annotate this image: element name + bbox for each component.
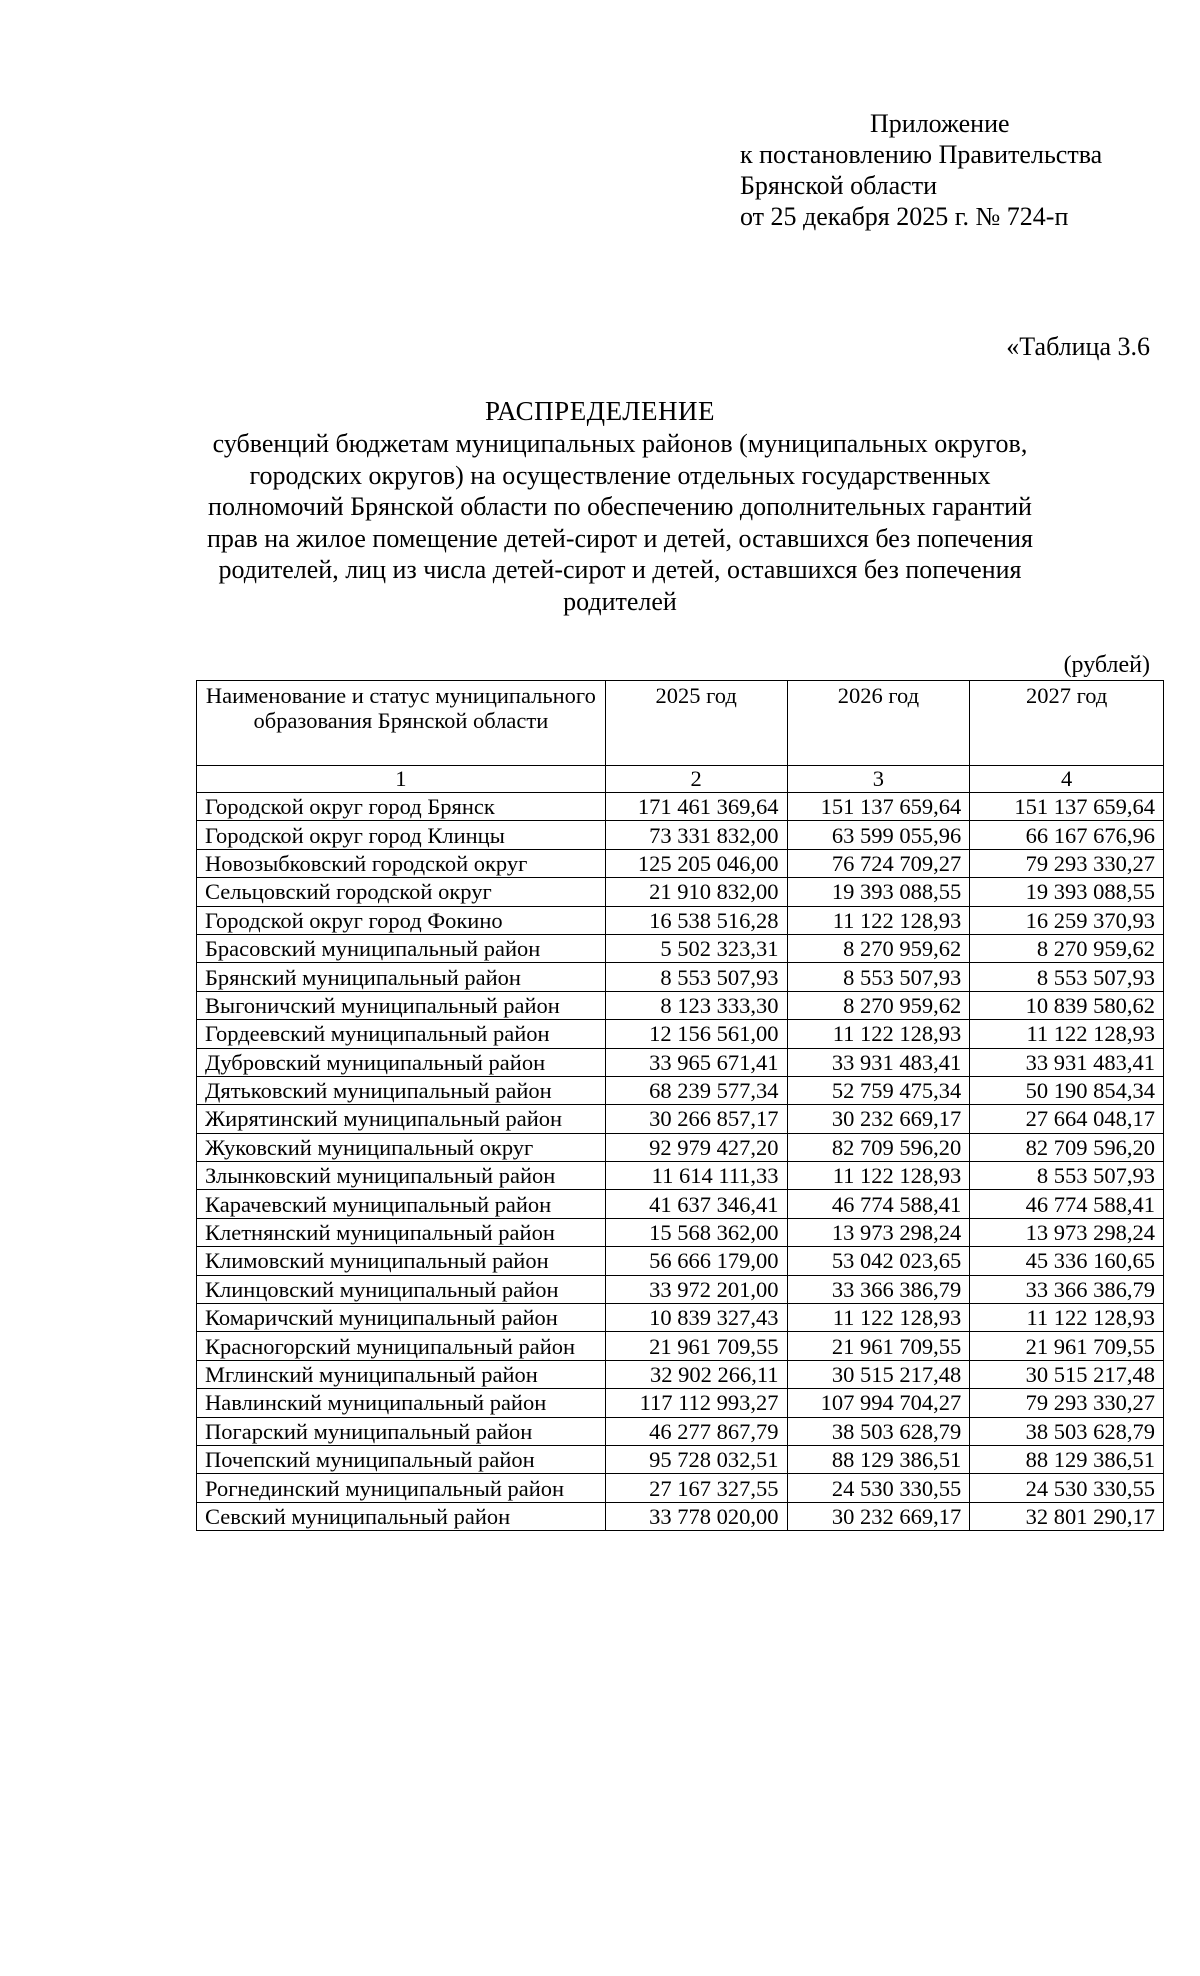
municipality-name-cell: Почепский муниципальный район xyxy=(197,1445,606,1473)
amount-2027-cell: 151 137 659,64 xyxy=(970,793,1164,821)
table-row xyxy=(197,1133,1164,1161)
amount-2027-cell: 11 122 128,93 xyxy=(970,1304,1164,1332)
amount-2025-cell: 33 965 671,41 xyxy=(605,1048,787,1076)
table-row xyxy=(197,1218,1164,1246)
amount-2025-cell: 117 112 993,27 xyxy=(605,1389,787,1417)
amount-2026-cell: 33 931 483,41 xyxy=(787,1048,970,1076)
amount-2026-cell: 24 530 330,55 xyxy=(787,1474,970,1502)
amount-2027-cell: 79 293 330,27 xyxy=(970,1389,1164,1417)
table-row xyxy=(197,991,1164,1019)
amount-2025-cell: 21 910 832,00 xyxy=(605,878,787,906)
table-row xyxy=(197,934,1164,962)
municipality-name-cell: Сельцовский городской округ xyxy=(197,878,606,906)
table-row xyxy=(197,821,1164,849)
amount-2025-cell: 33 972 201,00 xyxy=(605,1275,787,1303)
column-number-row xyxy=(197,766,1164,793)
table-row xyxy=(197,1474,1164,1502)
document-subtitle: субвенций бюджетам муниципальных районов (муниципальных округов, городских округов) на осуществление отдельных государственных полномочий Брянской области по обеспечению дополнительных гарантий прав на жилое помещение детей-сирот и детей, оставшихся без попечения родителей, лиц из числа детей-сирот и детей, оставшихся без попечения родителей xyxy=(207,429,1033,616)
amount-2027-cell: 8 553 507,93 xyxy=(970,963,1164,991)
amount-2026-cell: 82 709 596,20 xyxy=(787,1133,970,1161)
amount-2026-cell: 21 961 709,55 xyxy=(787,1332,970,1360)
amount-2027-cell: 32 801 290,17 xyxy=(970,1502,1164,1530)
table-row xyxy=(197,1332,1164,1360)
municipality-name-cell: Комаричский муниципальный район xyxy=(197,1304,606,1332)
municipality-name-cell: Клетнянский муниципальный район xyxy=(197,1218,606,1246)
amount-2025-cell: 125 205 046,00 xyxy=(605,849,787,877)
amount-2025-cell: 8 553 507,93 xyxy=(605,963,787,991)
municipality-name-cell: Жирятинский муниципальный район xyxy=(197,1105,606,1133)
amount-2027-cell: 46 774 588,41 xyxy=(970,1190,1164,1218)
amount-2025-cell: 16 538 516,28 xyxy=(605,906,787,934)
amount-2025-cell: 41 637 346,41 xyxy=(605,1190,787,1218)
amount-2025-cell: 30 266 857,17 xyxy=(605,1105,787,1133)
municipality-name-cell: Севский муниципальный район xyxy=(197,1502,606,1530)
amount-2026-cell: 19 393 088,55 xyxy=(787,878,970,906)
amount-2027-cell: 16 259 370,93 xyxy=(970,906,1164,934)
amount-2026-cell: 46 774 588,41 xyxy=(787,1190,970,1218)
amount-2026-cell: 76 724 709,27 xyxy=(787,849,970,877)
municipality-name-cell: Мглинский муниципальный район xyxy=(197,1360,606,1388)
amount-2026-cell: 30 232 669,17 xyxy=(787,1105,970,1133)
amount-2026-cell: 11 122 128,93 xyxy=(787,1162,970,1190)
column-number: 1 xyxy=(197,766,606,793)
table-row xyxy=(197,1417,1164,1445)
column-number: 3 xyxy=(787,766,970,793)
amount-2026-cell: 52 759 475,34 xyxy=(787,1076,970,1104)
table-row xyxy=(197,878,1164,906)
amount-2025-cell: 12 156 561,00 xyxy=(605,1020,787,1048)
amount-2026-cell: 11 122 128,93 xyxy=(787,1020,970,1048)
municipality-name-cell: Дятьковский муниципальный район xyxy=(197,1076,606,1104)
municipality-name-cell: Брасовский муниципальный район xyxy=(197,934,606,962)
municipality-name-cell: Брянский муниципальный район xyxy=(197,963,606,991)
header-2026: 2026 год xyxy=(787,681,970,766)
amount-2027-cell: 38 503 628,79 xyxy=(970,1417,1164,1445)
column-number: 4 xyxy=(970,766,1164,793)
amount-2027-cell: 21 961 709,55 xyxy=(970,1332,1164,1360)
amount-2026-cell: 53 042 023,65 xyxy=(787,1247,970,1275)
amount-2026-cell: 38 503 628,79 xyxy=(787,1417,970,1445)
amount-2027-cell: 33 366 386,79 xyxy=(970,1275,1164,1303)
table-row xyxy=(197,1502,1164,1530)
table-row xyxy=(197,1076,1164,1104)
municipality-name-cell: Жуковский муниципальный округ xyxy=(197,1133,606,1161)
document-title: РАСПРЕДЕЛЕНИЕ xyxy=(484,396,716,426)
table-row xyxy=(197,1275,1164,1303)
table-row xyxy=(197,1190,1164,1218)
amount-2025-cell: 11 614 111,33 xyxy=(605,1162,787,1190)
amount-2025-cell: 56 666 179,00 xyxy=(605,1247,787,1275)
header-2025: 2025 год xyxy=(605,681,787,766)
appendix-block xyxy=(740,108,1180,232)
amount-2026-cell: 33 366 386,79 xyxy=(787,1275,970,1303)
amount-2025-cell: 10 839 327,43 xyxy=(605,1304,787,1332)
amount-2026-cell: 151 137 659,64 xyxy=(787,793,970,821)
amount-2025-cell: 92 979 427,20 xyxy=(605,1133,787,1161)
table-row xyxy=(197,1389,1164,1417)
municipality-name-cell: Злынковский муниципальный район xyxy=(197,1162,606,1190)
amount-2026-cell: 63 599 055,96 xyxy=(787,821,970,849)
municipality-name-cell: Карачевский муниципальный район xyxy=(197,1190,606,1218)
amount-2025-cell: 33 778 020,00 xyxy=(605,1502,787,1530)
amount-2026-cell: 11 122 128,93 xyxy=(787,1304,970,1332)
table-row xyxy=(197,793,1164,821)
amount-2026-cell: 8 553 507,93 xyxy=(787,963,970,991)
amount-2027-cell: 13 973 298,24 xyxy=(970,1218,1164,1246)
amount-2025-cell: 46 277 867,79 xyxy=(605,1417,787,1445)
municipality-name-cell: Городской округ город Фокино xyxy=(197,906,606,934)
amount-2025-cell: 68 239 577,34 xyxy=(605,1076,787,1104)
amount-2025-cell: 15 568 362,00 xyxy=(605,1218,787,1246)
amount-2025-cell: 73 331 832,00 xyxy=(605,821,787,849)
table-row xyxy=(197,963,1164,991)
amount-2027-cell: 45 336 160,65 xyxy=(970,1247,1164,1275)
column-number: 2 xyxy=(605,766,787,793)
amount-2025-cell: 21 961 709,55 xyxy=(605,1332,787,1360)
table-row xyxy=(197,1247,1164,1275)
amount-2025-cell: 171 461 369,64 xyxy=(605,793,787,821)
municipality-name-cell: Выгоничский муниципальный район xyxy=(197,991,606,1019)
table-row xyxy=(197,849,1164,877)
table-label: «Таблица 3.6 xyxy=(1006,332,1150,361)
municipality-name-cell: Рогнединский муниципальный район xyxy=(197,1474,606,1502)
header-municipality: Наименование и статус муниципального образования Брянской области xyxy=(197,681,606,766)
municipality-name-cell: Красногорский муниципальный район xyxy=(197,1332,606,1360)
table-row xyxy=(197,1360,1164,1388)
amount-2027-cell: 66 167 676,96 xyxy=(970,821,1164,849)
amount-2027-cell: 19 393 088,55 xyxy=(970,878,1164,906)
municipality-name-cell: Городской округ город Клинцы xyxy=(197,821,606,849)
amount-2025-cell: 5 502 323,31 xyxy=(605,934,787,962)
appendix-resolution: к постановлению Правительства xyxy=(740,140,1103,169)
amount-2027-cell: 27 664 048,17 xyxy=(970,1105,1164,1133)
header-2027: 2027 год xyxy=(970,681,1164,766)
table-row xyxy=(197,1020,1164,1048)
amount-2027-cell: 50 190 854,34 xyxy=(970,1076,1164,1104)
amount-2026-cell: 30 515 217,48 xyxy=(787,1360,970,1388)
table-row xyxy=(197,1105,1164,1133)
municipality-name-cell: Навлинский муниципальный район xyxy=(197,1389,606,1417)
municipality-name-cell: Городской округ город Брянск xyxy=(197,793,606,821)
amount-2027-cell: 33 931 483,41 xyxy=(970,1048,1164,1076)
municipality-name-cell: Гордеевский муниципальный район xyxy=(197,1020,606,1048)
amount-2026-cell: 8 270 959,62 xyxy=(787,934,970,962)
table-row xyxy=(197,1304,1164,1332)
amount-2025-cell: 32 902 266,11 xyxy=(605,1360,787,1388)
municipality-name-cell: Погарский муниципальный район xyxy=(197,1417,606,1445)
amount-2027-cell: 10 839 580,62 xyxy=(970,991,1164,1019)
distribution-table xyxy=(196,680,1164,1531)
amount-2025-cell: 27 167 327,55 xyxy=(605,1474,787,1502)
amount-2027-cell: 88 129 386,51 xyxy=(970,1445,1164,1473)
municipality-name-cell: Климовский муниципальный район xyxy=(197,1247,606,1275)
table-header-row xyxy=(197,681,1164,766)
amount-2026-cell: 8 270 959,62 xyxy=(787,991,970,1019)
table-row xyxy=(197,1162,1164,1190)
amount-2026-cell: 13 973 298,24 xyxy=(787,1218,970,1246)
municipality-name-cell: Клинцовский муниципальный район xyxy=(197,1275,606,1303)
amount-2027-cell: 11 122 128,93 xyxy=(970,1020,1164,1048)
appendix-date-number: от 25 декабря 2025 г. № 724-п xyxy=(740,202,1069,231)
table-row xyxy=(197,906,1164,934)
amount-2026-cell: 30 232 669,17 xyxy=(787,1502,970,1530)
amount-2026-cell: 107 994 704,27 xyxy=(787,1389,970,1417)
units-label: (рублей) xyxy=(1063,652,1150,678)
amount-2027-cell: 79 293 330,27 xyxy=(970,849,1164,877)
table-body xyxy=(197,793,1164,1531)
amount-2027-cell: 24 530 330,55 xyxy=(970,1474,1164,1502)
table-row xyxy=(197,1048,1164,1076)
municipality-name-cell: Дубровский муниципальный район xyxy=(197,1048,606,1076)
appendix-region: Брянской области xyxy=(740,171,937,200)
amount-2026-cell: 88 129 386,51 xyxy=(787,1445,970,1473)
amount-2027-cell: 8 270 959,62 xyxy=(970,934,1164,962)
amount-2025-cell: 95 728 032,51 xyxy=(605,1445,787,1473)
amount-2027-cell: 8 553 507,93 xyxy=(970,1162,1164,1190)
amount-2026-cell: 11 122 128,93 xyxy=(787,906,970,934)
amount-2027-cell: 30 515 217,48 xyxy=(970,1360,1164,1388)
table-row xyxy=(197,1445,1164,1473)
municipality-name-cell: Новозыбковский городской округ xyxy=(197,849,606,877)
amount-2025-cell: 8 123 333,30 xyxy=(605,991,787,1019)
amount-2027-cell: 82 709 596,20 xyxy=(970,1133,1164,1161)
appendix-title: Приложение xyxy=(870,109,1010,138)
